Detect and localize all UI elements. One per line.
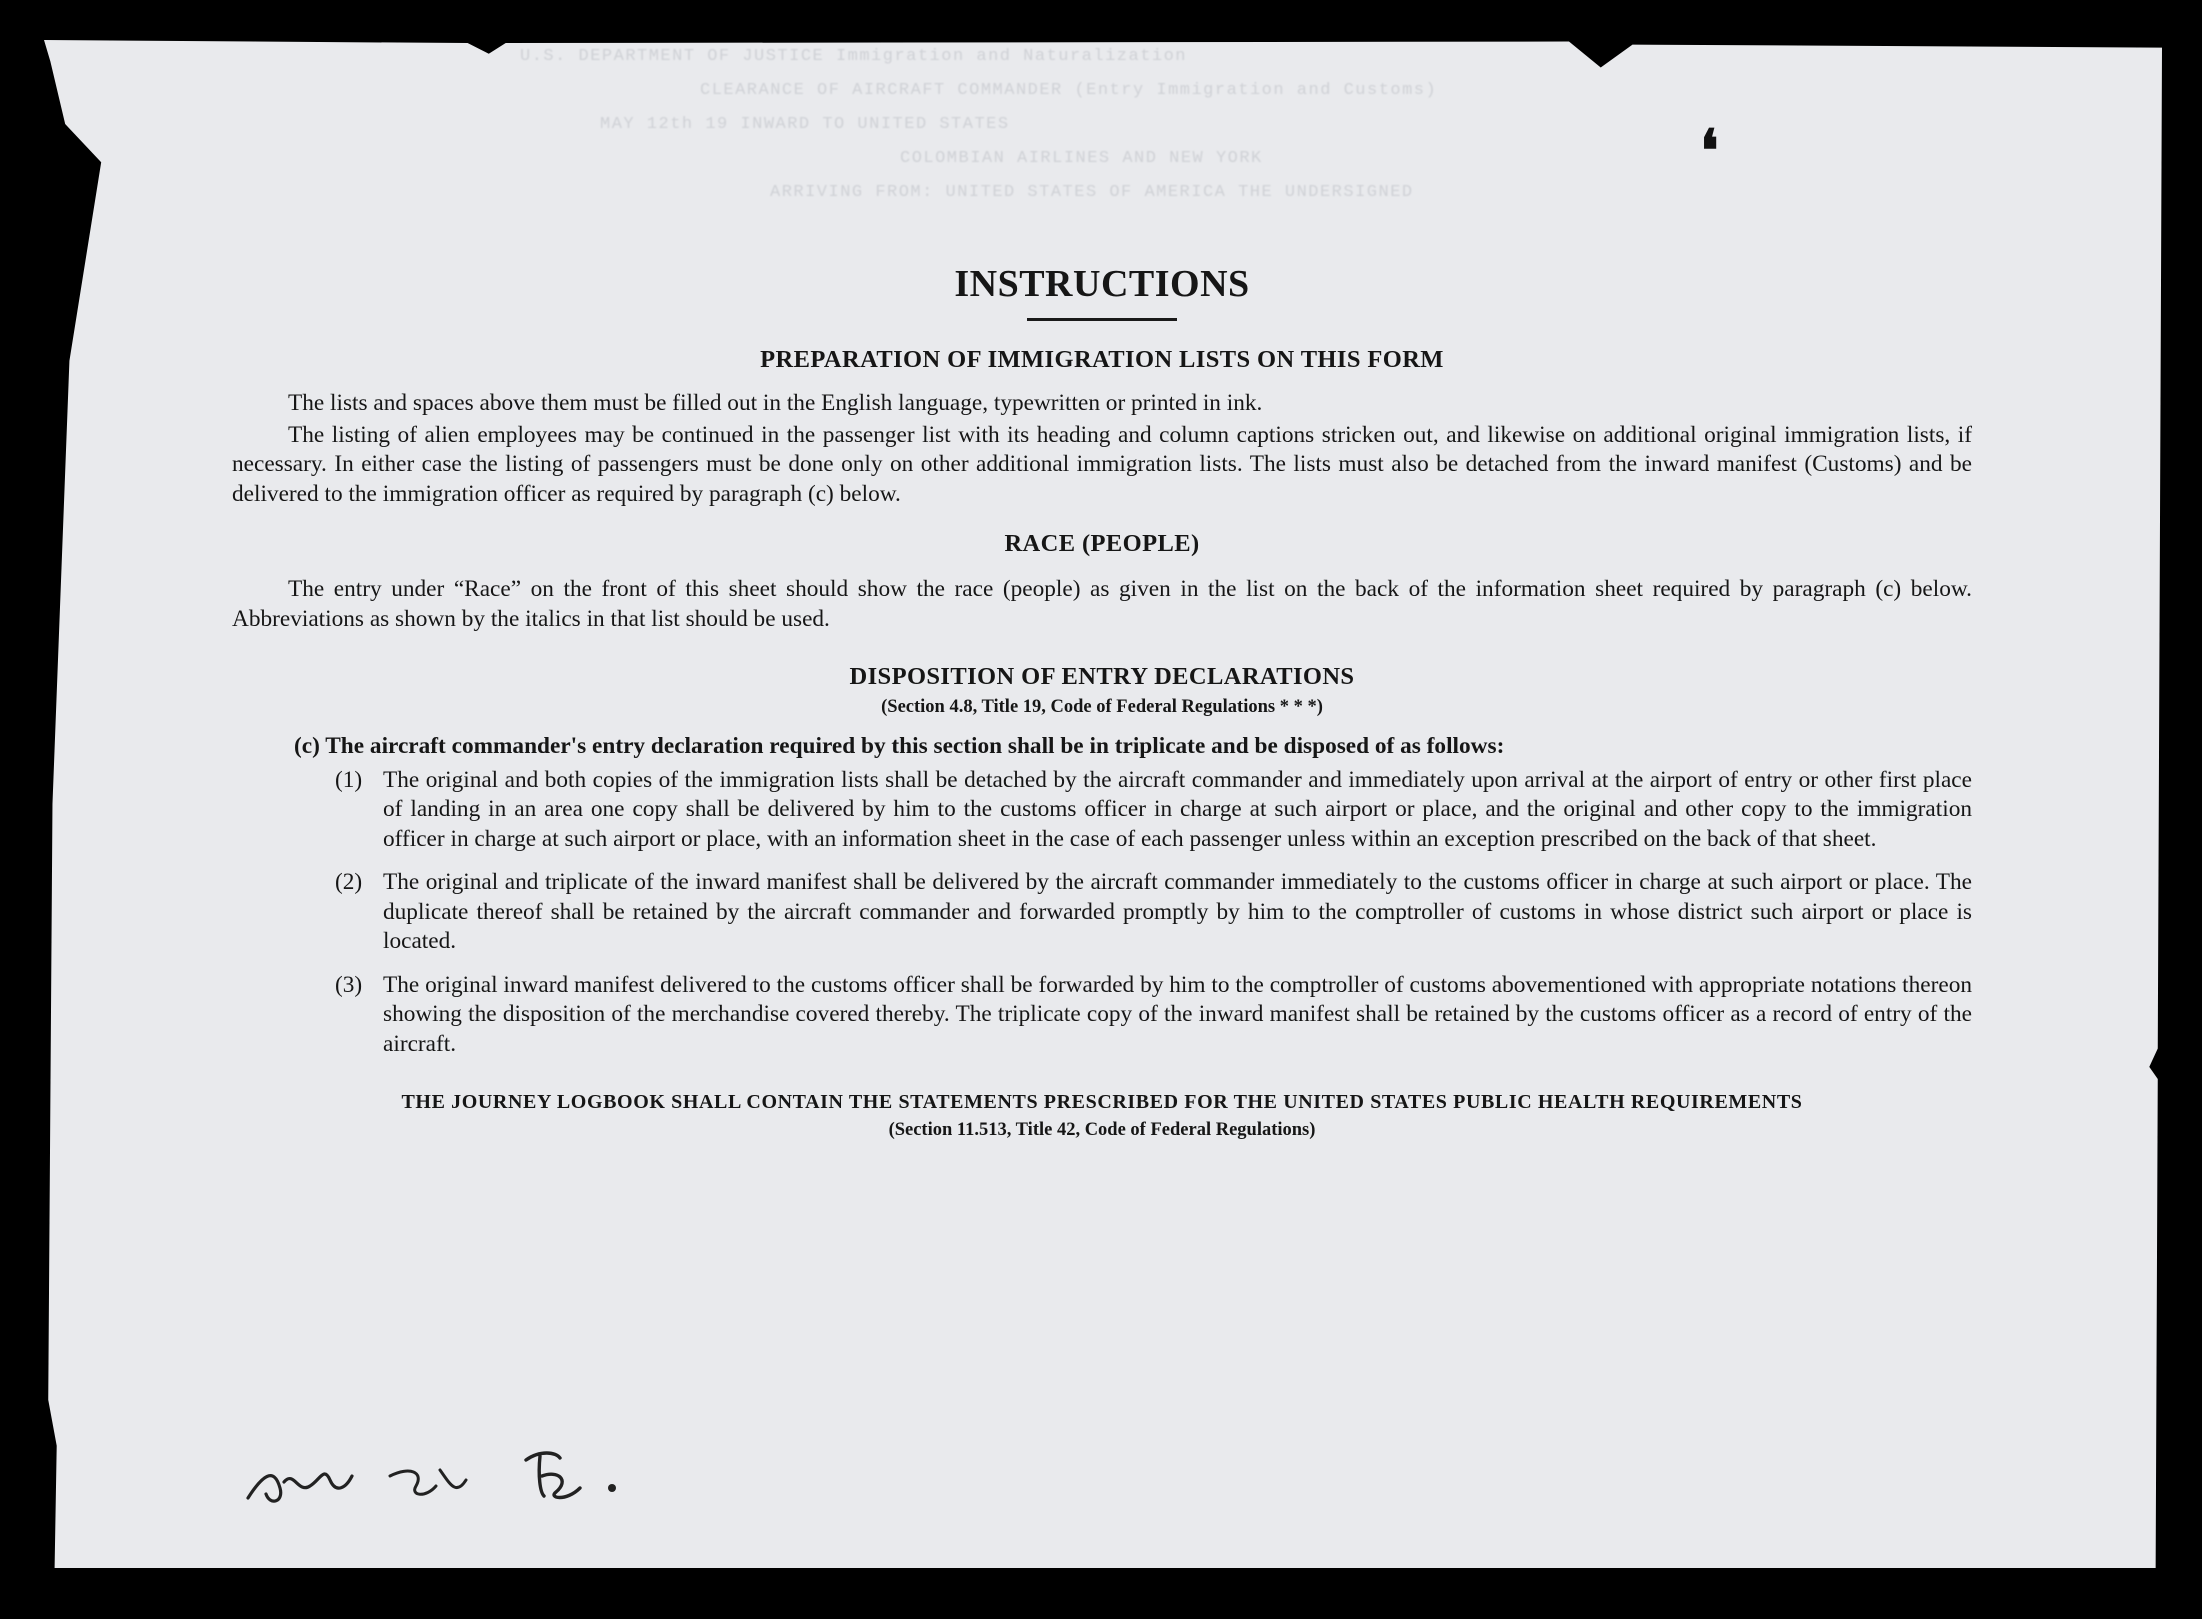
list-item-text: The original and both copies of the immigration lists shall be detached by the aircraft commander and immediately upon arrival at the airport of entry or other first place of landing in an area one copy shall be delivered by him to the customs officer in charge at such airport or place, and the original and other copy to the immigration officer in charge at such airport or place, with an information sheet in the case of each passenger unless within an exception prescribed on the back of that sheet. (383, 766, 1972, 852)
handwritten-signature (240, 1436, 660, 1528)
title-underline (1027, 318, 1177, 321)
section-reference-cfr19: (Section 4.8, Title 19, Code of Federal Regulations * * *) (881, 697, 1323, 717)
instructions-body (232, 258, 1972, 1143)
bleed-line: MAY 12th 19 INWARD TO UNITED STATES (600, 115, 1010, 134)
footer-reference-cfr42: (Section 11.513, Title 42, Code of Federal Regulations) (888, 1120, 1316, 1140)
list-item (335, 971, 1972, 1060)
list-item-number: (3) (335, 971, 363, 998)
list-item (335, 868, 1972, 957)
list-item-number: (2) (335, 869, 363, 895)
section-heading-race: RACE (PEOPLE) (1004, 530, 1200, 557)
paragraph-race-entry: The entry under “Race” on the front of this sheet should show the race (people) as given in the list on the back of the information sheet required by paragraph (c) below. Abbreviations as shown by the italics in that list should be used. (232, 576, 1972, 632)
list-item-text: The original and triplicate of the inward manifest shall be delivered by the aircraft commander immediately to the customs officer in charge at such airport or place. The duplicate thereof shall be retained by the aircraft commander and forwarded promptly by him to the comptroller of customs in whose district such airport or place is located. (383, 869, 1972, 954)
bleed-line: U.S. DEPARTMENT OF JUSTICE Immigration and Naturalization (520, 47, 1187, 66)
list-item-number: (1) (335, 766, 363, 793)
section-heading-immigration-lists: PREPARATION OF IMMIGRATION LISTS ON THIS FORM (760, 346, 1444, 373)
list-item (335, 766, 1972, 855)
section-heading-entry-declarations: DISPOSITION OF ENTRY DECLARATIONS (849, 663, 1355, 690)
bleed-line: COLOMBIAN AIRLINES AND NEW YORK (900, 149, 1263, 168)
paragraph-c-intro: (c) The aircraft commander's entry declaration required by this section shall be in triplicate and be disposed of as follows: (294, 733, 1505, 759)
ink-mark: ❛ (1700, 119, 1719, 184)
logbook-statement: THE JOURNEY LOGBOOK SHALL CONTAIN THE STATEMENTS PRESCRIBED FOR THE UNITED STATES PUBLIC HEALTH REQUIREMENTS (401, 1091, 1803, 1113)
page-title: INSTRUCTIONS (954, 263, 1250, 305)
bleed-line: CLEARANCE OF AIRCRAFT COMMANDER (Entry Immigration and Customs) (700, 81, 1438, 100)
list-item-text: The original inward manifest delivered to the customs officer shall be forwarded by him to the comptroller of customs abovementioned with appropriate notations thereon showing the disposition of the merchandise covered thereby. The triplicate copy of the inward manifest shall be retained by the customs officer as a record of entry of the aircraft. (383, 971, 1972, 1057)
bleed-through-print (520, 40, 1980, 210)
bleed-line: ARRIVING FROM: UNITED STATES OF AMERICA THE UNDERSIGNED (770, 183, 1414, 202)
paragraph-alien-employees: The listing of alien employees may be continued in the passenger list with its heading and column captions stricken out, and likewise on additional original immigration lists, if necessary. In either case the listing of passengers must be done only on other additional immigration lists. The lists must also be detached from the inward manifest (Customs) and be delivered to the immigration officer as required by paragraph (c) below. (232, 421, 1972, 507)
paragraph-english-language: The lists and spaces above them must be filled out in the English language, typewritten or printed in ink. (288, 390, 1263, 416)
public-health-footer (232, 1087, 1972, 1143)
